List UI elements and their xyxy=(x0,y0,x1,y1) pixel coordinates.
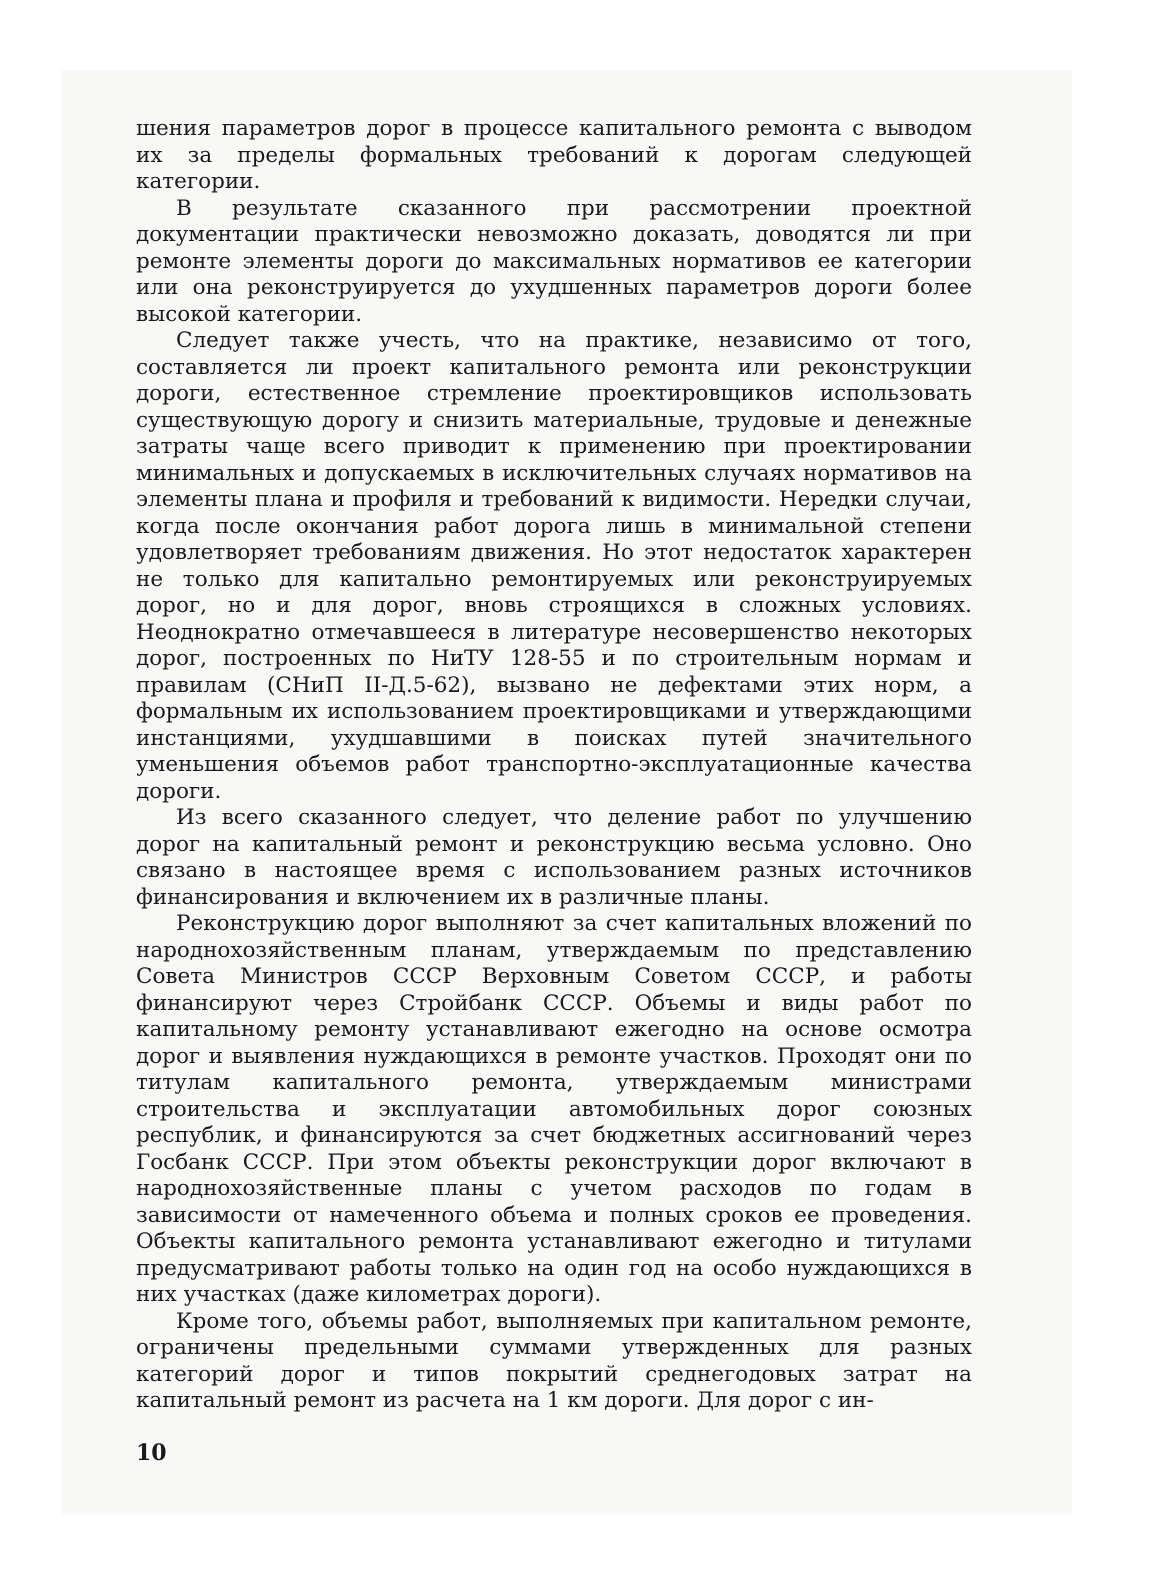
paragraph-continuation: шения параметров дорог в процессе капитального ремонта с выводом их за пределы формальных требований к дорогам следующей категории. xyxy=(136,116,972,194)
body-text xyxy=(136,116,972,1415)
paragraph: Реконструкцию дорог выполняют за счет капитальных вложений по народнохозяйственным планам, утверждаемым по представлению Совета Министров СССР Верховным Советом СССР, и работы финансируют через Стройбанк СССР. Объемы и виды работ по капитальному ремонту устанавливают ежегодно на основе осмотра дорог и выявления нуждающихся в ремонте участков. Проходят они по титулам капитального ремонта, утверждаемым министрами строительства и эксплуатации автомобильных дорог союзных республик, и финансируются за счет бюджетных ассигнований через Госбанк СССР. При этом объекты реконструкции дорог включают в народнохозяйственные планы с учетом расходов по годам в зависимости от намеченного объема и полных сроков ее проведения. Объекты капитального ремонта устанавливают ежегодно и титулами предусматривают работы только на один год на особо нуждающихся в них участках (даже километрах дороги). xyxy=(136,911,972,1307)
paragraph: Из всего сказанного следует, что деление работ по улучшению дорог на капитальный ремонт и реконструкцию весьма условно. Оно связано в настоящее время с использованием разных источников финансирования и включением их в различные планы. xyxy=(136,805,972,910)
paragraph: Следует также учесть, что на практике, независимо от того, составляется ли проект капитального ремонта или реконструкции дороги, естественное стремление проектировщиков использовать существующую дорогу и снизить материальные, трудовые и денежные затраты чаще всего приводит к применению при проектировании минимальных и допускаемых в исключительных случаях нормативов на элементы плана и профиля и требований к видимости. Нередки случаи, когда после окончания работ дорога лишь в минимальной степени удовлетворяет требованиям движения. Но этот недостаток характерен не только для капитально ремонтируемых или реконструируемых дорог, но и для дорог, вновь строящихся в сложных условиях. Неоднократно отмечавшееся в литературе несовершенство некоторых дорог, построенных по НиТУ 128-55 и по строительным нормам и правилам (СНиП II-Д.5-62), вызвано не дефектами этих норм, а формальным их использованием проектировщиками и утверждающими инстанциями, ухудшавшими в поисках путей значительного уменьшения объемов работ транспортно-эксплуатационные качества дороги. xyxy=(136,328,972,804)
page-number: 10 xyxy=(136,1440,167,1466)
paragraph: В результате сказанного при рассмотрении проектной документации практически невозможно доказать, доводятся ли при ремонте элементы дороги до максимальных нормативов ее категории или она реконструируется до ухудшенных параметров дороги более высокой категории. xyxy=(136,195,972,327)
paragraph: Кроме того, объемы работ, выполняемых при капитальном ремонте, ограничены предельными суммами утвержденных для разных категорий дорог и типов покрытий среднегодовых затрат на капитальный ремонт из расчета на 1 км дороги. Для дорог с ин- xyxy=(136,1308,972,1413)
